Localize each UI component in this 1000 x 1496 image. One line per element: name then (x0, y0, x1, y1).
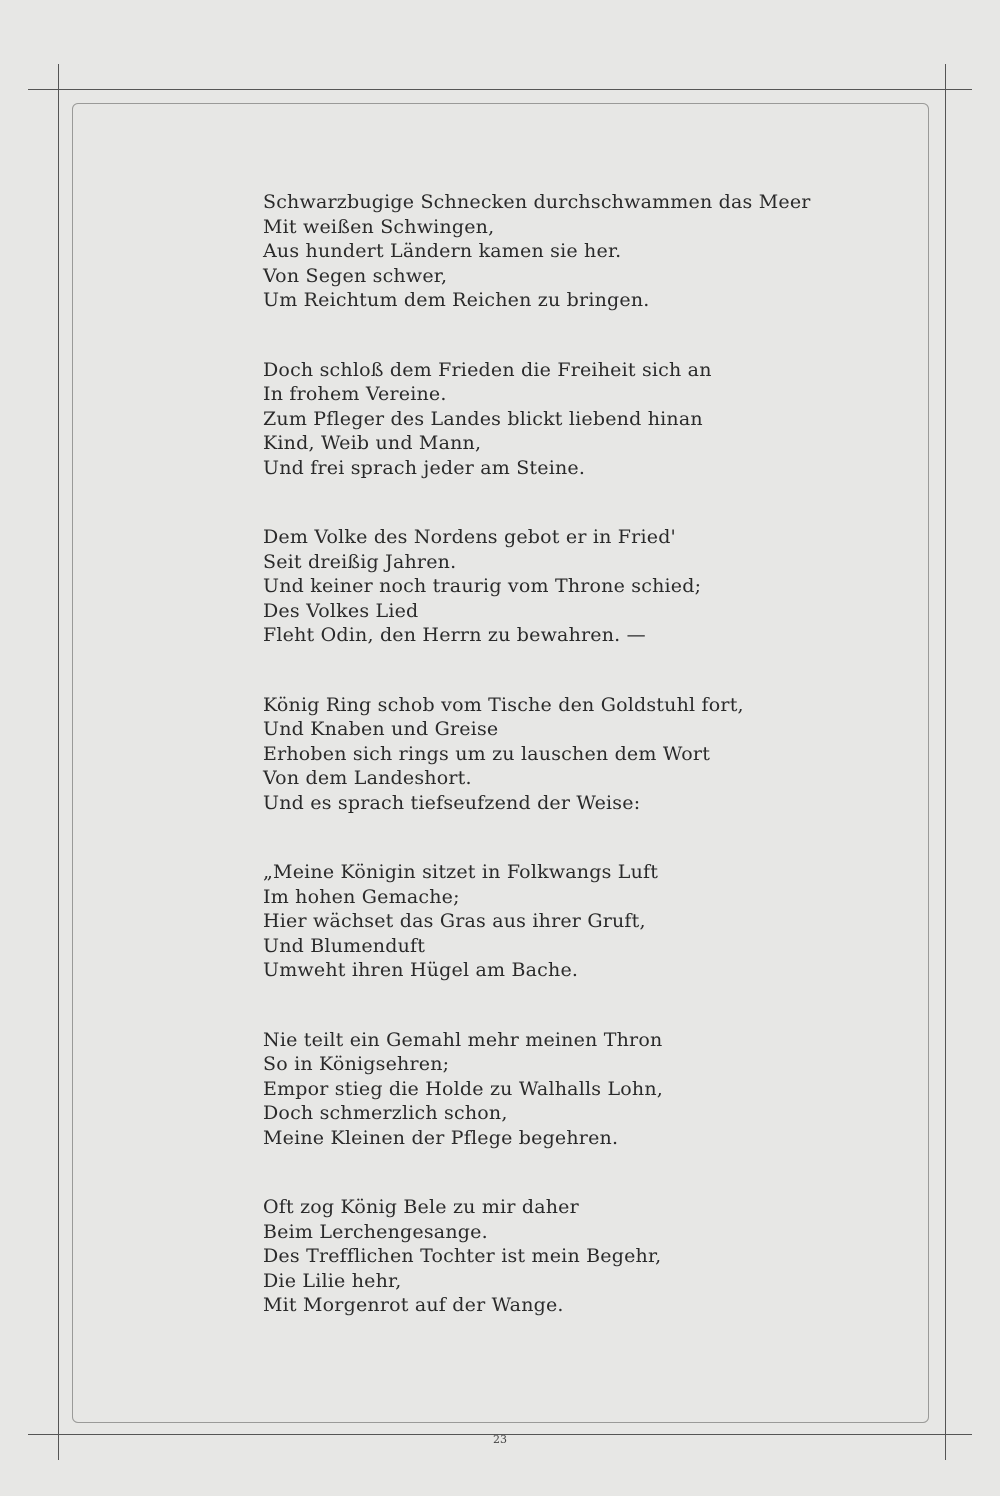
stanza-line: Und Knaben und Greise (263, 718, 499, 741)
right-rule (945, 64, 946, 1460)
stanza-5 (263, 860, 823, 1028)
stanza-line: Empor stieg die Holde zu Walhalls Lohn, (263, 1077, 664, 1100)
stanza-4 (263, 693, 823, 861)
stanza-line: Und es sprach tiefseufzend der Weise: (263, 791, 641, 814)
stanza-line: Doch schloß dem Frieden die Freiheit sich an (263, 358, 712, 381)
stanza-line: Nie teilt ein Gemahl mehr meinen Thron (263, 1028, 663, 1051)
stanza-1 (263, 190, 823, 358)
stanza-line: Von dem Landeshort. (263, 767, 472, 790)
poem-body (263, 190, 823, 1363)
stanza-6 (263, 1028, 823, 1196)
stanza-line: Von Segen schwer, (263, 264, 448, 287)
stanza-line: So in Königsehren; (263, 1053, 450, 1076)
stanza-line: Hier wächset das Gras aus ihrer Gruft, (263, 910, 646, 933)
left-rule (58, 64, 59, 1460)
stanza-line: Zum Pfleger des Landes blickt liebend hinan (263, 407, 703, 430)
stanza-line: Beim Lerchengesange. (263, 1220, 488, 1243)
stanza-line: „Meine Königin sitzet in Folkwangs Luft (263, 861, 659, 883)
stanza-line: Des Trefflichen Tochter ist mein Begehr, (263, 1245, 662, 1268)
stanza-line: Dem Volke des Nordens gebot er in Fried' (263, 526, 676, 548)
stanza-line: Und frei sprach jeder am Steine. (263, 456, 586, 479)
stanza-3 (263, 525, 823, 693)
stanza-line: Oft zog König Bele zu mir daher (263, 1196, 579, 1218)
stanza-line: Meine Kleinen der Pflege begehren. (263, 1126, 619, 1149)
stanza-line: Und Blumenduft (263, 934, 426, 957)
stanza-line: Mit weißen Schwingen, (263, 215, 495, 238)
stanza-2 (263, 358, 823, 526)
stanza-line: Seit dreißig Jahren. (263, 550, 457, 573)
stanza-line: Mit Morgenrot auf der Wange. (263, 1294, 564, 1317)
page-number: 23 (493, 1433, 507, 1446)
stanza-line: Um Reichtum dem Reichen zu bringen. (263, 289, 650, 312)
stanza-line: Des Volkes Lied (263, 599, 419, 622)
stanza-line: Schwarzbugige Schnecken durchschwammen das Meer (263, 191, 811, 213)
stanza-line: Fleht Odin, den Herrn zu bewahren. — (263, 624, 646, 647)
stanza-line: Erhoben sich rings um zu lauschen dem Wort (263, 742, 711, 765)
stanza-7 (263, 1195, 823, 1363)
stanza-line: In frohem Vereine. (263, 383, 447, 406)
stanza-line: Und keiner noch traurig vom Throne schied; (263, 575, 702, 598)
top-rule (28, 89, 972, 90)
stanza-line: Doch schmerzlich schon, (263, 1102, 508, 1125)
stanza-line: Aus hundert Ländern kamen sie her. (263, 240, 622, 263)
stanza-line: Kind, Weib und Mann, (263, 432, 482, 455)
stanza-line: Im hohen Gemache; (263, 885, 460, 908)
stanza-line: Die Lilie hehr, (263, 1269, 402, 1292)
stanza-line: König Ring schob vom Tische den Goldstuhl fort, (263, 693, 744, 716)
stanza-line: Umweht ihren Hügel am Bache. (263, 959, 579, 982)
